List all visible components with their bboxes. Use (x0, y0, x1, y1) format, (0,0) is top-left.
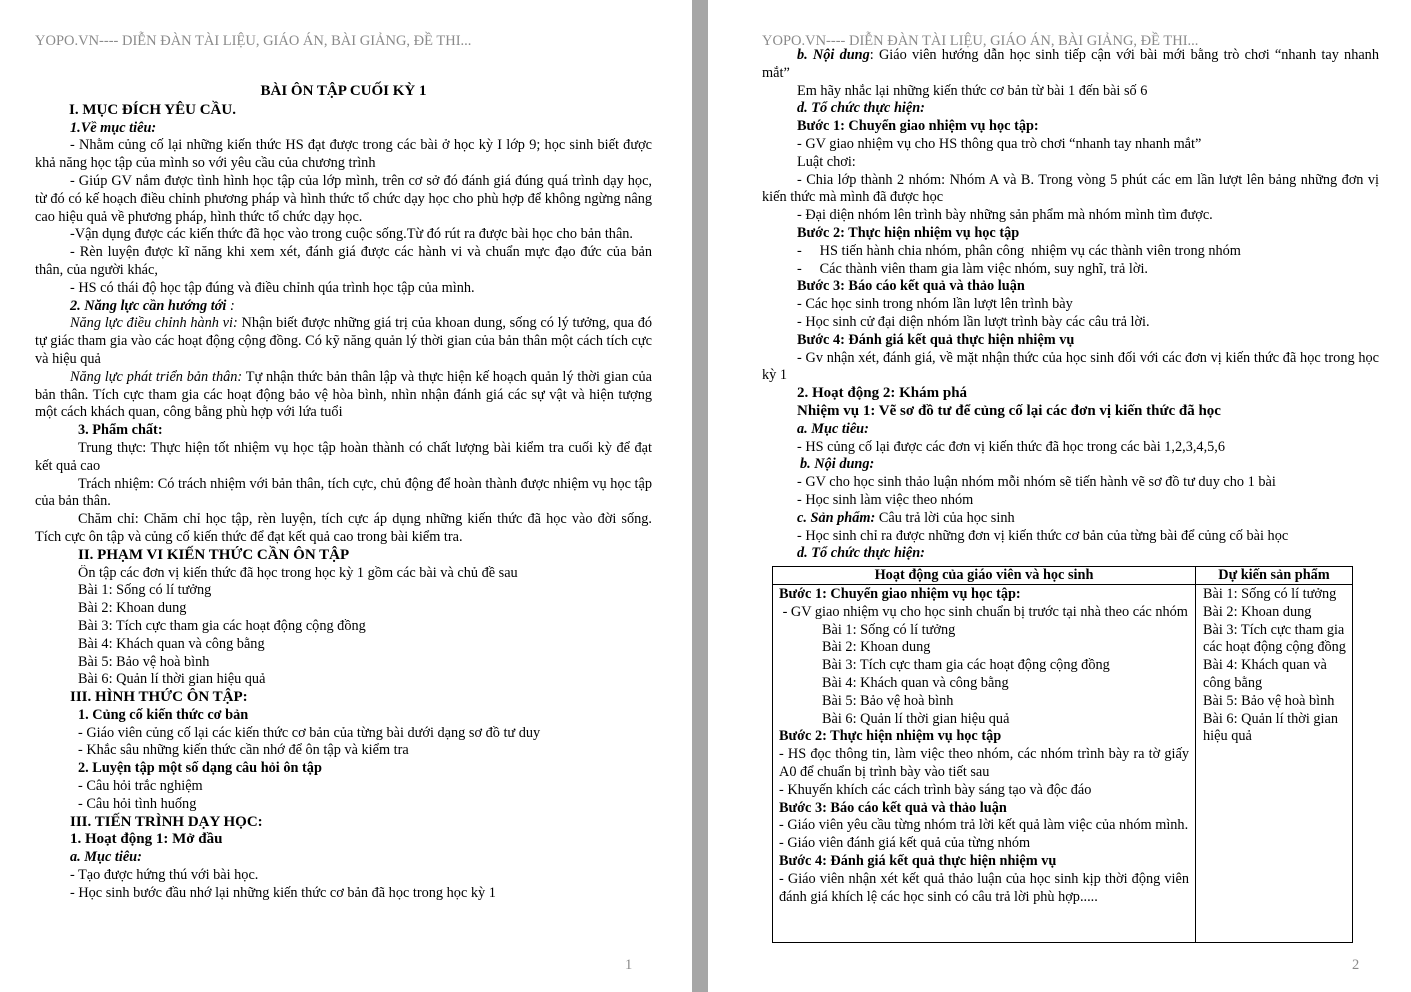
paragraph (762, 510, 1379, 528)
step-heading: Bước 1: Chuyển giao nhiệm vụ học tập: (797, 118, 1039, 135)
lesson-item: Bài 4: Khách quan và công bằng (78, 635, 265, 652)
page-number: 2 (1352, 957, 1360, 973)
paragraph (35, 369, 652, 422)
bullet-item: - GV cho học sinh thảo luận nhóm mỗi nhóm sẽ tiến hành vẽ sơ đồ tư duy cho 1 bài (797, 474, 1276, 491)
activity-heading: 1. Hoạt động 1: Mở đầu (70, 831, 223, 848)
step-heading: Bước 4: Đánh giá kết quả thực hiện nhiệm vụ (797, 331, 1075, 348)
lesson-item: Bài 1: Sống có lí tưởng (1203, 586, 1337, 602)
bullet-item: - Giáo viên củng cố lại các kiến thức cơ bản của từng bài dưới dạng sơ đồ tư duy (78, 724, 541, 741)
bullet-item: - Câu hỏi trắc nghiệm (78, 778, 203, 795)
page-header: YOPO.VN---- DIỄN ĐÀN TÀI LIỆU, GIÁO ÁN, BÀI GIẢNG, ĐỀ THI... (35, 33, 472, 49)
bullet-item: - Học sinh chỉ ra được những đơn vị kiến thức cơ bản của từng bài để củng cố bài học (797, 527, 1289, 544)
lesson-item: Bài 2: Khoan dung (822, 639, 931, 656)
paragraph (762, 47, 1379, 83)
subsection-heading: 1. Củng cố kiến thức cơ bản (78, 706, 249, 723)
document-title: BÀI ÔN TẬP CUỐI KỲ 1 (260, 83, 427, 99)
paragraph: Em hãy nhắc lại những kiến thức cơ bản từ bài 1 đến bài số 6 (797, 82, 1148, 99)
paragraph: Trách nhiệm: Có trách nhiệm với bản thân, tích cực, chủ động để hoàn thành được nhiệm vụ học tập của bản thân. (35, 475, 652, 510)
page-gutter (692, 0, 708, 992)
section-heading: III. TIẾN TRÌNH DẠY HỌC: (70, 813, 263, 830)
bullet-item: - Học sinh cử đại diện nhóm lần lượt trình bày các câu trả lời. (797, 313, 1150, 330)
lesson-item: Bài 3: Tích cực tham gia các hoạt động cộng đồng (822, 657, 1110, 674)
lesson-item: Bài 5: Bảo vệ hoà bình (1203, 692, 1335, 709)
lesson-item: Bài 4: Khách quan và công bằng (1203, 657, 1327, 691)
subsection-heading: d. Tổ chức thực hiện: (797, 100, 925, 117)
lesson-item: Bài 6: Quản lí thời gian hiệu quả (78, 671, 266, 688)
bullet-item: - Câu hỏi tình huống (78, 795, 197, 812)
page-body (762, 47, 1379, 563)
lesson-item: Bài 2: Khoan dung (1203, 603, 1312, 620)
step-heading: Bước 1: Chuyển giao nhiệm vụ học tập: (779, 586, 1021, 602)
subsection-heading: d. Tổ chức thực hiện: (797, 545, 925, 562)
bullet-item: - Khuyến khích các cách trình bày sáng tạo và độc đáo (779, 781, 1092, 798)
term-text: Câu trả lời của học sinh (875, 509, 1015, 526)
table-header: Dự kiến sản phẩm (1196, 567, 1352, 585)
subsection-heading: b. Nội dung: (800, 456, 875, 473)
bullet-item: - Chia lớp thành 2 nhóm: Nhóm A và B. Trong vòng 5 phút các em lần lượt lên bảng những đơn vị kiến thức mà mình đã được học (762, 171, 1379, 206)
paragraph: Ôn tập các đơn vị kiến thức đã học trong học kỳ 1 gồm các bài và chủ đề sau (78, 564, 518, 581)
lesson-item: Bài 6: Quản lí thời gian hiệu quả (1203, 710, 1339, 745)
bullet-item: - Tạo được hứng thú với bài học. (70, 867, 259, 884)
lesson-item: Bài 3: Tích cực tham gia các hoạt động cộng đồng (78, 617, 366, 634)
lesson-item: Bài 6: Quản lí thời gian hiệu quả (822, 710, 1010, 727)
term-label: c. Sản phẩm: (797, 509, 876, 526)
step-heading: Bước 2: Thực hiện nhiệm vụ học tập (797, 224, 1020, 241)
heading-suffix: : (226, 297, 235, 314)
page-header: YOPO.VN---- DIỄN ĐÀN TÀI LIỆU, GIÁO ÁN, BÀI GIẢNG, ĐỀ THI... (762, 33, 1199, 49)
paragraph: Trung thực: Thực hiện tốt nhiệm vụ học tập hoàn thành có chất lượng bài kiểm tra cuối kỳ để đạt kết quả cao (35, 439, 652, 474)
bullet-item: - HS tiến hành chia nhóm, phân công nhiệm vụ các thành viên trong nhóm (797, 242, 1241, 259)
subsection-heading: a. Mục tiêu: (70, 849, 142, 866)
paragraph: - Nhằm củng cố lại những kiến thức HS đạt được trong các bài ở học kỳ I lớp 9; học sinh biết được khả năng học tập của mình so với yêu cầu của chương trình (35, 137, 652, 172)
document-page-2 (708, 0, 1411, 992)
bullet-item: - Giáo viên đánh giá kết quả của từng nhóm (779, 835, 1031, 852)
lesson-item: Bài 3: Tích cực tham gia các hoạt động cộng đồng (1203, 621, 1346, 656)
paragraph: - HS có thái độ học tập đúng và điều chỉnh qúa trình học tập của mình. (70, 279, 475, 296)
paragraph: -Vận dụng được các kiến thức đã học vào trong cuộc sống.Từ đó rút ra được bài học cho bản thân. (70, 226, 634, 243)
subsection-heading-row (35, 298, 652, 316)
paragraph: Chăm chỉ: Chăm chỉ học tập, rèn luyện, tích cực áp dụng những kiến thức đã học vào đời sống. Tích cực ôn tập và củng cố kiến thức để đạt kết quả cao trong bài kiểm tra. (35, 511, 652, 545)
bullet-item: - Đại diện nhóm lên trình bày những sản phẩm mà nhóm mình tìm được. (797, 207, 1213, 224)
subsection-heading: 3. Phẩm chất: (78, 422, 163, 439)
bullet-item: - Khắc sâu những kiến thức cần nhớ để ôn tập và kiểm tra (78, 742, 409, 759)
lesson-item: Bài 5: Bảo vệ hoà bình (822, 692, 954, 709)
term-text: Nhận biết được những giá trị của khoan dung, sống có lý tưởng, qua đó tự giác tham gia vào các hoạt động cộng đồng. Có kỹ năng quản lý thời gian của bản thân một cách tích cực và hiệu quả (35, 315, 652, 367)
table-cell (773, 585, 1195, 906)
bullet-item: - Học sinh bước đầu nhớ lại những kiến thức cơ bản đã học trong học kỳ 1 (70, 884, 496, 901)
task-heading: Nhiệm vụ 1: Vẽ sơ đồ tư để củng cố lại các đơn vị kiến thức đã học (797, 402, 1221, 419)
paragraph: - Giúp GV nắm được tình hình học tập của lớp mình, trên cơ sở đó đánh giá đúng quá trình dạy học, từ đó có kế hoạch điều chỉnh phương pháp và hình thức tổ chức dạy học cho phù hợp để không ngừng nâng cao hiệu quả về phương pháp, hình thức tổ chức dạy học. (35, 172, 652, 225)
lesson-item: Bài 4: Khách quan và công bằng (822, 674, 1009, 691)
term-text: Tự nhận thức bản thân lập và thực hiện kế hoạch quản lý thời gian của bản thân. Tích cực tham gia các hoạt động bảo vệ hòa bình, nhìn nhận đánh giá các sự vật và hiện tượng một cách khách quan, công bằng phù hợp với lứa tuổi (35, 368, 652, 421)
subsection-heading: 1.Về mục tiêu: (70, 119, 157, 136)
table-header: Hoạt động của giáo viên và học sinh (773, 567, 1195, 585)
section-heading: II. PHẠM VI KIẾN THỨC CẦN ÔN TẬP (78, 546, 350, 563)
bullet-item: - HS củng cố lại được các đơn vị kiến thức đã học trong các bài 1,2,3,4,5,6 (797, 438, 1226, 455)
section-heading: III. HÌNH THỨC ÔN TẬP: (70, 689, 248, 706)
step-heading: Bước 2: Thực hiện nhiệm vụ học tập (779, 728, 1002, 745)
bullet-item: - GV giao nhiệm vụ cho HS thông qua trò chơi “nhanh tay nhanh mắt” (797, 135, 1202, 152)
subsection-heading: a. Mục tiêu: (797, 420, 869, 437)
step-heading: Bước 3: Báo cáo kết quả và thảo luận (779, 799, 1007, 816)
term-label: Năng lực phát triển bản thân: (70, 368, 243, 385)
paragraph: - Rèn luyện được kĩ năng khi xem xét, đánh giá được các hành vi và chuẩn mực đạo đức của bản thân, của người khác, (35, 244, 652, 278)
lesson-item: Bài 5: Bảo vệ hoà bình (78, 653, 210, 670)
lesson-item: Bài 1: Sống có lí tưởng (78, 582, 212, 599)
step-heading: Bước 3: Báo cáo kết quả và thảo luận (797, 278, 1025, 295)
lesson-item: Bài 2: Khoan dung (78, 600, 187, 617)
term-label: b. Nội dung (797, 47, 870, 63)
bullet-item: - Giáo viên yêu cầu từng nhóm trả lời kết quả làm việc của nhóm mình. (779, 817, 1189, 834)
bullet-item: - Học sinh làm việc theo nhóm (797, 491, 974, 508)
paragraph (35, 315, 652, 368)
page-body (35, 83, 652, 903)
bullet-item: - GV giao nhiệm vụ cho học sinh chuẩn bị trước tại nhà theo các nhóm (779, 603, 1188, 620)
table-column-products (1196, 567, 1352, 942)
section-heading: I. MỤC ĐÍCH YÊU CẦU. (69, 101, 236, 118)
page-number: 1 (625, 957, 633, 973)
bullet-item: - HS đọc thông tin, làm việc theo nhóm, các nhóm trình bày ra tờ giấy A0 để chuẩn bị trình bày vào tiết sau (779, 746, 1189, 780)
subsection-heading: 2. Luyện tập một số dạng câu hỏi ôn tập (78, 760, 322, 777)
subsection-heading: 2. Năng lực cần hướng tới (70, 297, 227, 314)
term-label: Năng lực điều chỉnh hành vi: (70, 315, 238, 332)
lesson-item: Bài 1: Sống có lí tưởng (822, 621, 956, 638)
bullet-item: - Giáo viên nhận xét kết quả thảo luận của học sinh kịp thời động viên đánh giá khích lệ các học sinh có câu trả lời phù hợp..... (779, 870, 1189, 905)
activity-table (772, 566, 1353, 943)
table-cell (1196, 585, 1352, 746)
paragraph: Luật chơi: (797, 153, 856, 170)
step-heading: Bước 4: Đánh giá kết quả thực hiện nhiệm vụ (779, 852, 1057, 869)
term-text: : Giáo viên hướng dẫn học sinh tiếp cận với bài mới bằng trò chơi “nhanh tay nhanh mắt” (762, 47, 1379, 81)
bullet-item: - Gv nhận xét, đánh giá, về mặt nhận thức của học sinh đối với các đơn vị kiến thức đã học trong học kỳ 1 (762, 349, 1379, 384)
bullet-item: - Các học sinh trong nhóm lần lượt lên trình bày (797, 296, 1073, 313)
document-page-1 (0, 0, 692, 992)
bullet-item: - Các thành viên tham gia làm việc nhóm, suy nghĩ, trả lời. (797, 260, 1149, 277)
table-column-activities (773, 567, 1196, 942)
activity-heading: 2. Hoạt động 2: Khám phá (797, 385, 968, 402)
